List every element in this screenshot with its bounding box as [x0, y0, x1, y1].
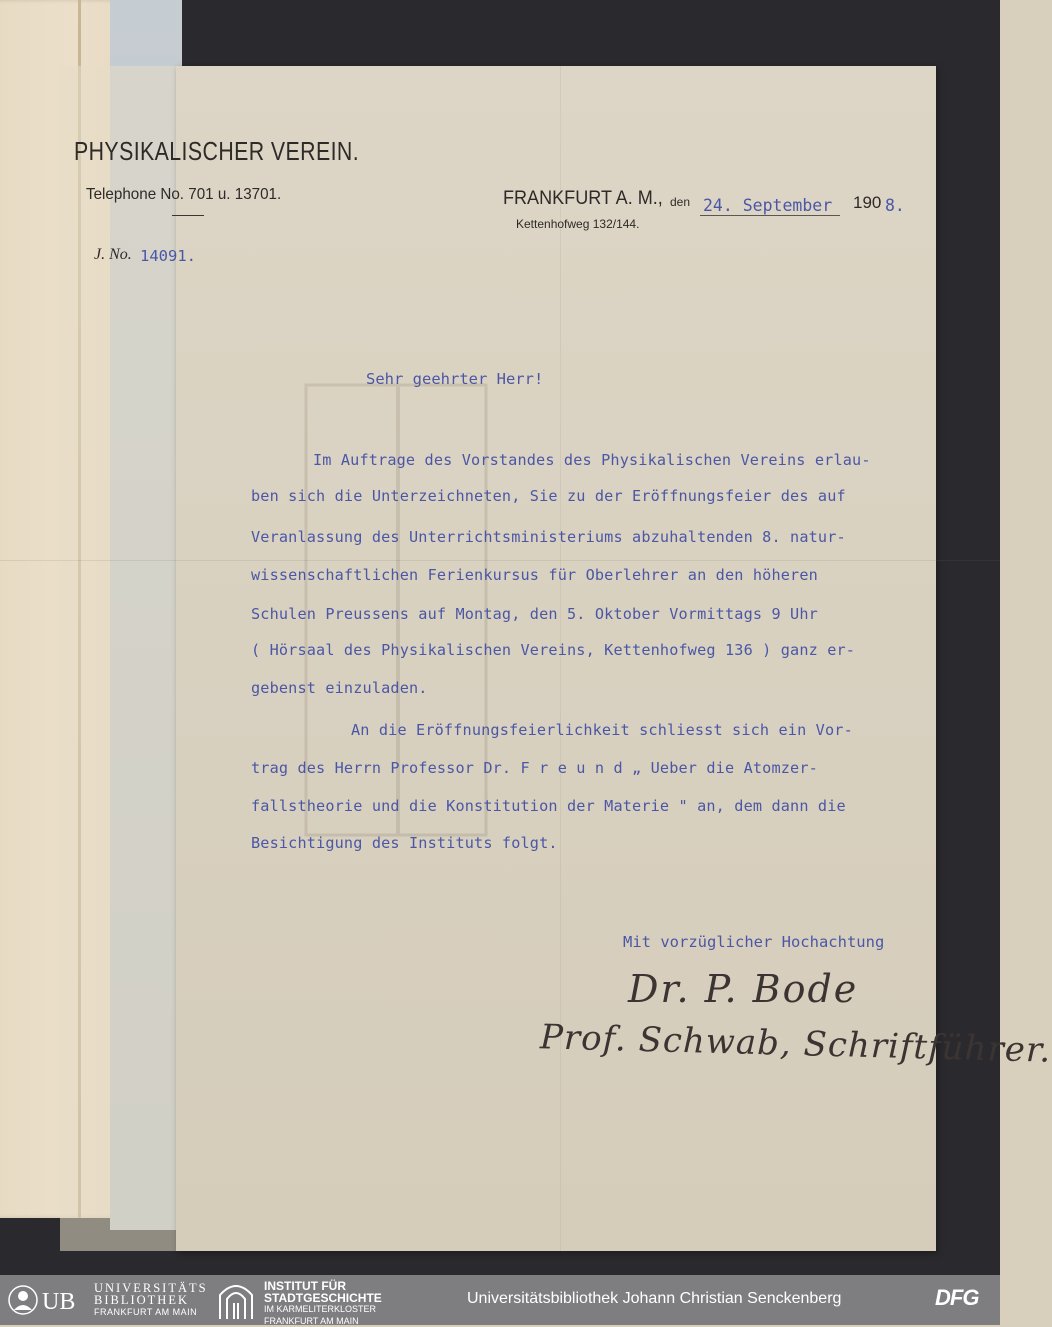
letter-date: 24. September	[703, 196, 832, 215]
ub-name	[94, 1282, 208, 1318]
ub-logo-icon	[8, 1282, 90, 1318]
isg-line-4: FRANKFURT AM MAIN	[264, 1316, 382, 1327]
isg-name	[264, 1281, 382, 1327]
date-underline	[700, 215, 840, 216]
ub-line-2: BIBLIOTHEK	[94, 1294, 208, 1306]
year-prefix: 190	[853, 193, 881, 213]
journal-number-label: J. No.	[94, 246, 132, 264]
isg-line-2: STADTGESCHICHTE	[264, 1293, 382, 1305]
body-line: Im Auftrage des Vorstandes des Physikalischen Vereins erlau-	[313, 451, 871, 469]
year-typed: 8.	[885, 196, 905, 215]
letterhead-street: Kettenhofweg 132/144.	[516, 217, 639, 231]
dfg-logo: DFG	[935, 1285, 978, 1311]
fold-line-horizontal	[0, 560, 1000, 561]
body-line: trag des Herrn Professor Dr. F r e u n d „ Ueber die Atomzer-	[251, 759, 818, 777]
svg-text:UB: UB	[42, 1289, 75, 1315]
body-line: Besichtigung des Instituts folgt.	[251, 834, 558, 852]
letter-overhang	[60, 66, 180, 1251]
body-line: Schulen Preussens auf Montag, den 5. Oktober Vormittags 9 Uhr	[251, 605, 818, 623]
footer-caption: Universitätsbibliothek Johann Christian Senckenberg	[467, 1290, 841, 1308]
letterhead-den: den	[670, 195, 690, 209]
salutation: Sehr geehrter Herr!	[366, 370, 543, 388]
journal-number-value: 14091.	[140, 247, 196, 265]
letterhead-title: PHYSIKALISCHER VEREIN.	[74, 136, 359, 167]
body-line: ben sich die Unterzeichneten, Sie zu der Eröffnungsfeier des auf	[251, 487, 846, 505]
closing-formula: Mit vorzüglicher Hochachtung	[623, 933, 884, 951]
body-line: fallstheorie und die Konstitution der Materie " an, dem dann die	[251, 797, 846, 815]
body-line: wissenschaftlichen Ferienkursus für Oberlehrer an den höheren	[251, 566, 818, 584]
body-line: Veranlassung des Unterrichtsministeriums abzuhaltenden 8. natur-	[251, 528, 846, 546]
ub-line-3: FRANKFURT AM MAIN	[94, 1306, 208, 1318]
body-line: An die Eröffnungsfeierlichkeit schliesst sich ein Vor-	[351, 721, 853, 739]
letterhead-city: FRANKFURT A. M.,	[503, 188, 663, 210]
isg-line-1: INSTITUT FÜR	[264, 1281, 382, 1293]
body-line: ( Hörsaal des Physikalischen Vereins, Kettenhofweg 136 ) ganz er-	[251, 641, 855, 659]
footer-bar	[0, 1275, 1000, 1325]
letterhead-phone: Telephone No. 701 u. 13701.	[86, 186, 281, 204]
ub-line-1: UNIVERSITÄTS	[94, 1282, 208, 1294]
isg-logo-icon	[216, 1281, 256, 1321]
body-line: gebenst einzuladen.	[251, 679, 428, 697]
signature-bode: Dr. P. Bode	[628, 967, 858, 1011]
isg-line-3: IM KARMELITERKLOSTER	[264, 1304, 382, 1316]
letterhead-divider	[172, 215, 204, 216]
signature-schwab: Prof. Schwab, Schriftführer.	[540, 1017, 1052, 1070]
